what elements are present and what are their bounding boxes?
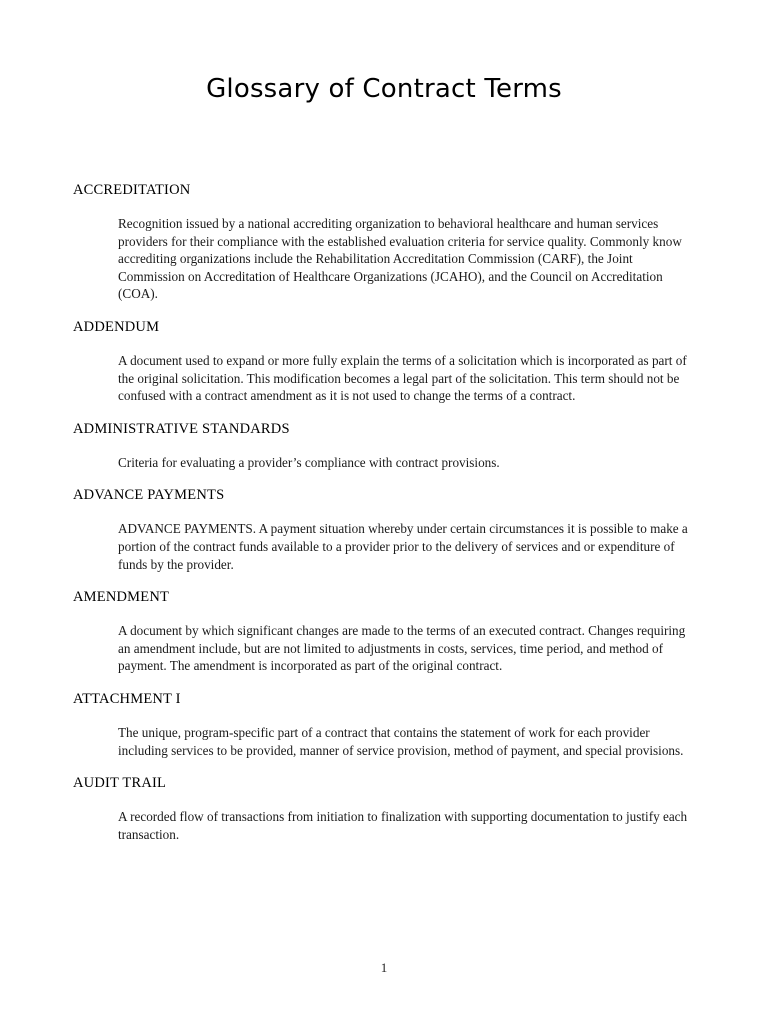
glossary-entry-amendment — [73, 588, 713, 675]
glossary-term: AMENDMENT — [73, 589, 170, 606]
glossary-term: ACCREDITATION — [73, 182, 191, 198]
glossary-definition: A recorded flow of transactions from initiation to finalization with supporting documentation to justify each transaction. — [118, 809, 688, 842]
glossary-term: ADDENDUM — [73, 318, 160, 335]
page-title: Glossary of Contract Terms — [206, 74, 562, 104]
glossary-entry-addendum — [73, 318, 713, 405]
glossary-definition: A document by which significant changes are made to the terms of an executed contract. Changes requiring an amendment include, but are not limited to adjustments in costs, services, time period, and method of payment. The amendment is incorporated as part of the original contract. — [118, 623, 686, 674]
page-number: 1 — [380, 960, 388, 975]
glossary-entry-accreditation — [73, 181, 713, 303]
glossary-definition: ADVANCE PAYMENTS. A payment situation whereby under certain circumstances it is possible to make a portion of the contract funds available to a provider prior to the delivery of services and or expenditure of funds by the provider. — [118, 521, 688, 572]
glossary-definition: Criteria for evaluating a provider’s compliance with contract provisions. — [118, 454, 500, 470]
glossary-entry-advance-payments — [73, 486, 713, 573]
glossary-definition: Recognition issued by a national accrediting organization to behavioral healthcare and human services providers for their compliance with the established evaluation criteria for service quality. Commonly know accrediting organizations include the Rehabilitation Accreditation Commission (CARF), the Joint Commission on Accreditation of Healthcare Organizations (JCAHO), and the Council on Accreditation (COA). — [118, 216, 682, 302]
glossary-definition: A document used to expand or more fully explain the terms of a solicitation which is incorporated as part of the original solicitation. This modification becomes a legal part of the solicitation. This term should not be confused with a contract amendment as it is not used to change the terms of a contract. — [118, 352, 687, 404]
glossary-term: ADMINISTRATIVE STANDARDS — [73, 420, 290, 437]
glossary-term: ATTACHMENT I — [73, 690, 181, 707]
glossary-term: ADVANCE PAYMENTS — [73, 487, 225, 504]
glossary-entry-administrative-standards — [73, 420, 713, 472]
glossary-definition: The unique, program-specific part of a contract that contains the statement of work for each provider including services to be provided, manner of service provision, method of payment, and special provisions. — [118, 724, 684, 758]
glossary-entry-attachment-i — [73, 690, 713, 759]
glossary-list — [73, 181, 713, 858]
glossary-term: AUDIT TRAIL — [73, 775, 167, 792]
glossary-entry-audit-trail — [73, 774, 713, 843]
